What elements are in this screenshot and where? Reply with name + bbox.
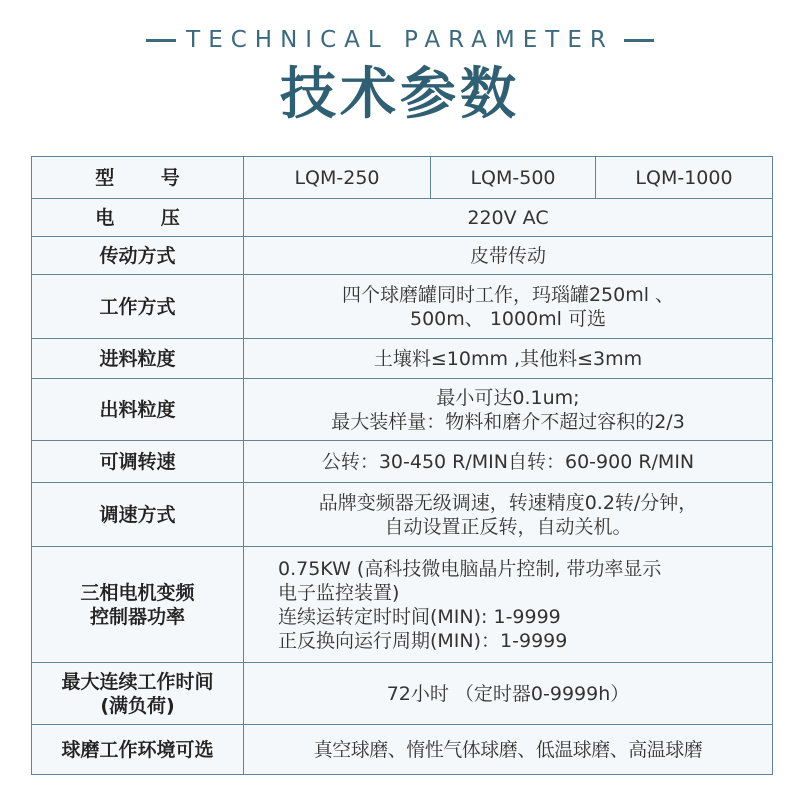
- row-motor-power: [32, 547, 773, 663]
- label-motor-power: [32, 547, 244, 663]
- english-title-text: TECHNICAL PARAMETER: [186, 27, 614, 53]
- row-speed-control: [32, 483, 773, 547]
- label-work-mode: 工作方式: [32, 275, 244, 339]
- value-drive: 皮带传动: [244, 237, 773, 275]
- value-work-mode-line-2: 500m、 1000ml 可选: [410, 307, 606, 330]
- row-work-mode: [32, 275, 773, 339]
- label-motor-power-line-2: 控制器功率: [89, 605, 185, 628]
- label-speed-control: 调速方式: [32, 483, 244, 547]
- model-value-1000: LQM-1000: [596, 157, 773, 199]
- value-speed-control-line-2: 自动设置正反转，自动关机。: [384, 515, 632, 538]
- value-motor-power-line-4: 正反换向运行周期(MIN)：1-9999: [278, 629, 568, 652]
- label-max-runtime-line-2: (满负荷): [100, 694, 175, 717]
- value-speed-control-line-1: 品牌变频器无级调速，转速精度0.2转/分钟，: [318, 491, 698, 514]
- label-voltage: 电 压: [32, 199, 244, 237]
- row-output-size: [32, 379, 773, 441]
- row-speed: [32, 441, 773, 483]
- label-drive: 传动方式: [32, 237, 244, 275]
- row-drive: [32, 237, 773, 275]
- value-work-mode: [244, 275, 773, 339]
- label-speed: 可调转速: [32, 441, 244, 483]
- value-speed: 公转：30-450 R/MIN自转：60-900 R/MIN: [244, 441, 773, 483]
- label-model: 型 号: [32, 157, 244, 199]
- value-output-size: [244, 379, 773, 441]
- value-motor-power-line-3: 连续运转定时时间(MIN): 1-9999: [278, 605, 561, 628]
- spec-table: [31, 156, 773, 775]
- row-environment: [32, 725, 773, 775]
- value-max-runtime: 72小时 （定时器0-9999h）: [244, 663, 773, 725]
- value-feed-size: 土壤料≤10mm ,其他料≤3mm: [244, 339, 773, 379]
- title-dash-right: [624, 39, 654, 42]
- value-motor-power-line-1: 0.75KW (高科技微电脑晶片控制, 带功率显示: [278, 557, 662, 580]
- value-motor-power: [244, 547, 773, 663]
- value-voltage: 220V AC: [244, 199, 773, 237]
- label-max-runtime-line-1: 最大连续工作时间: [61, 670, 214, 693]
- title-dash-left: [146, 39, 176, 42]
- model-value-500: LQM-500: [431, 157, 596, 199]
- model-value-250: LQM-250: [244, 157, 431, 199]
- value-output-size-line-2: 最大装样量：物料和磨介不超过容积的2/3: [331, 410, 685, 433]
- value-output-size-line-1: 最小可达0.1um;: [436, 386, 580, 409]
- label-environment: 球磨工作环境可选: [32, 725, 244, 775]
- row-max-runtime: [32, 663, 773, 725]
- label-feed-size: 进料粒度: [32, 339, 244, 379]
- label-output-size: 出料粒度: [32, 379, 244, 441]
- value-motor-power-line-2: 电子监控装置): [278, 581, 400, 604]
- label-motor-power-line-1: 三相电机变频: [80, 581, 195, 604]
- row-voltage: [32, 199, 773, 237]
- value-environment: 真空球磨、惰性气体球磨、低温球磨、高温球磨: [244, 725, 773, 775]
- row-model: [32, 157, 773, 199]
- english-title: [0, 22, 800, 58]
- label-max-runtime: [32, 663, 244, 725]
- value-speed-control: [244, 483, 773, 547]
- page-title: 技术参数: [280, 62, 520, 127]
- value-work-mode-line-1: 四个球磨罐同时工作，玛瑙罐250ml 、: [341, 283, 675, 306]
- row-feed-size: [32, 339, 773, 379]
